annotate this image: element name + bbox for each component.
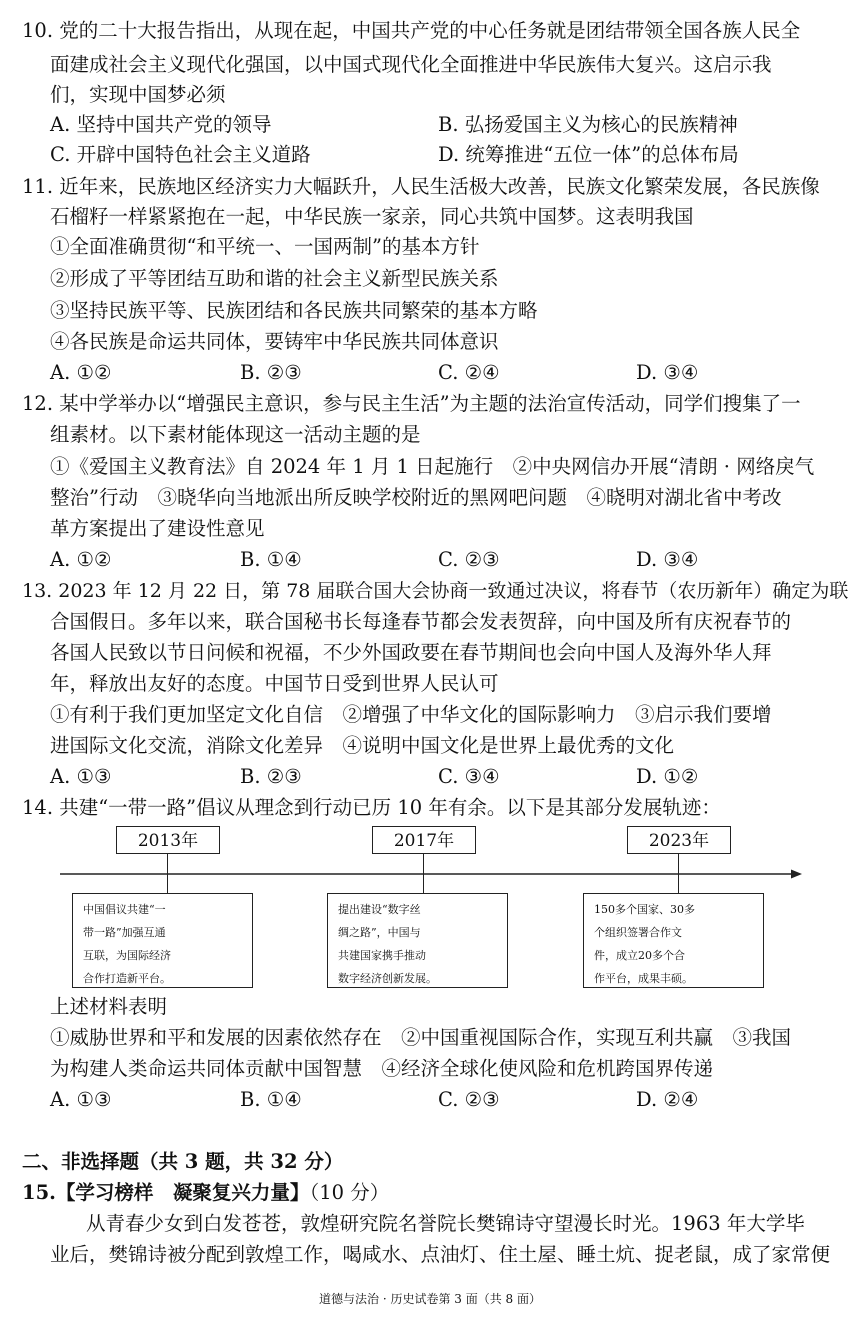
q11-option-a: A. ①② (50, 361, 112, 384)
q13-item-line-2: 进国际文化交流，消除文化差异 ④说明中国文化是世界上最优秀的文化 (50, 734, 675, 757)
q14-option-b: B. ①④ (240, 1088, 302, 1111)
q11-item-4: ④各民族是命运共同体，要铸牢中华民族共同体意识 (50, 330, 499, 353)
q10-stem-line-1: 10. 党的二十大报告指出，从现在起，中国共产党的中心任务就是团结带领全国各族人民全 (22, 19, 801, 42)
timeline-event-text: 绸之路”，中国与 (338, 926, 421, 939)
timeline-event-text: 150多个国家、30多 (594, 903, 695, 916)
q11-option-d: D. ③④ (636, 361, 699, 384)
q14-option-c: C. ②③ (438, 1088, 500, 1111)
timeline-event-2013 (72, 893, 253, 988)
q13-stem-line-1: 13. 2023 年 12 月 22 日，第 78 届联合国大会协商一致通过决议，将春节（农历新年）确定为联 (22, 580, 849, 602)
q15-heading-row (22, 1178, 389, 1208)
timeline-event-text: 合作打造新平台。 (83, 972, 171, 985)
q10-option-c: C. 开辟中国特色社会主义道路 (50, 143, 311, 166)
timeline-event-text: 中国倡议共建“一 (83, 903, 166, 916)
q10-option-a: A. 坚持中国共产党的领导 (50, 113, 272, 136)
q12-stem-line-2: 组素材。以下素材能体现这一活动主题的是 (50, 423, 421, 446)
timeline-event-text: 带一路”加强互通 (83, 926, 166, 939)
page-footer: 道德与法治 · 历史试卷第 3 面（共 8 面） (319, 1292, 541, 1306)
q15-material-line-2: 业后，樊锦诗被分配到敦煌工作，喝咸水、点油灯、住土屋、睡土炕、捉老鼠，成了家常便 (50, 1243, 831, 1266)
q12-material-line-2: 整治”行动 ③晓华向当地派出所反映学校附近的黑网吧问题 ④晓明对湖北省中考改 (50, 486, 782, 509)
q12-option-a: A. ①② (50, 548, 112, 571)
timeline-event-text: 数字经济创新发展。 (338, 972, 437, 985)
q15-heading: 15.【学习榜样 凝聚复兴力量】 (22, 1181, 310, 1204)
q12-option-d: D. ③④ (636, 548, 699, 571)
q14-item-line-1: ①威胁世界和平和发展的因素依然存在 ②中国重视国际合作，实现互利共赢 ③我国 (50, 1026, 792, 1049)
q11-stem-line-1: 11. 近年来，民族地区经济实力大幅跃升，人民生活极大改善，民族文化繁荣发展，各民族像 (22, 175, 820, 198)
timeline-year-2017: 2017年 (372, 826, 476, 854)
q11-item-2: ②形成了平等团结互助和谐的社会主义新型民族关系 (50, 267, 499, 290)
q13-stem-line-3: 各国人民致以节日问候和祝福，不少外国政要在春节期间也会向中国人及海外华人拜 (50, 641, 772, 664)
q10-stem-line-2: 面建成社会主义现代化强国，以中国式现代化全面推进中华民族伟大复兴。这启示我 (50, 53, 772, 76)
q10-option-d: D. 统筹推进“五位一体”的总体布局 (438, 143, 739, 166)
q14-option-d: D. ②④ (636, 1088, 699, 1111)
q13-stem-line-2: 合国假日。多年以来，联合国秘书长每逢春节都会发表贺辞，向中国及所有庆祝春节的 (50, 610, 792, 633)
q13-item-line-1: ①有利于我们更加坚定文化自信 ②增强了中华文化的国际影响力 ③启示我们要增 (50, 703, 772, 726)
q12-option-b: B. ①④ (240, 548, 302, 571)
timeline-event-text: 作平台，成果丰硕。 (594, 972, 693, 985)
q11-stem-line-2: 石榴籽一样紧紧抱在一起，中华民族一家亲，同心共筑中国梦。这表明我国 (50, 205, 694, 228)
timeline-connector (423, 854, 424, 894)
timeline-arrow-icon (791, 870, 802, 879)
q14-option-a: A. ①③ (50, 1088, 112, 1111)
timeline-event-2017 (327, 893, 508, 988)
q12-material-line-3: 革方案提出了建设性意见 (50, 517, 265, 540)
q12-option-c: C. ②③ (438, 548, 500, 571)
q13-option-c: C. ③④ (438, 765, 500, 788)
q11-item-3: ③坚持民族平等、民族团结和各民族共同繁荣的基本方略 (50, 299, 538, 322)
section-title: 二、非选择题（共 3 题，共 32 分） (22, 1150, 344, 1173)
q10-stem-line-3: 们，实现中国梦必须 (50, 83, 226, 106)
q13-stem-line-4: 年，释放出友好的态度。中国节日受到世界人民认可 (50, 672, 499, 695)
q14-stem: 14. 共建“一带一路”倡议从理念到行动已历 10 年有余。以下是其部分发展轨迹： (22, 796, 721, 819)
timeline-event-text: 提出建设“数字丝 (338, 903, 421, 916)
timeline-event-text: 共建国家携手推动 (338, 949, 426, 962)
q10-option-b: B. 弘扬爱国主义为核心的民族精神 (438, 113, 738, 136)
q13-option-b: B. ②③ (240, 765, 302, 788)
q12-material-line-1: ①《爱国主义教育法》自 2024 年 1 月 1 日起施行 ②中央网信办开展“清朗 · 网络戾气 (50, 455, 815, 478)
timeline-connector (678, 854, 679, 894)
q13-option-a: A. ①③ (50, 765, 112, 788)
timeline-year-2023: 2023年 (627, 826, 731, 854)
timeline-event-text: 件，成立20多个合 (594, 949, 685, 962)
timeline-year-2013: 2013年 (116, 826, 220, 854)
q15-material-line-1: 从青春少女到白发苍苍，敦煌研究院名誉院长樊锦诗守望漫长时光。1963 年大学毕 (86, 1212, 805, 1235)
q11-option-c: C. ②④ (438, 361, 500, 384)
q11-item-1: ①全面准确贯彻“和平统一、一国两制”的基本方针 (50, 235, 480, 258)
q12-stem-line-1: 12. 某中学举办以“增强民主意识，参与民主生活”为主题的法治宣传活动，同学们搜集了一 (22, 392, 801, 415)
q14-after-line-1: 上述材料表明 (50, 995, 168, 1018)
timeline-connector (167, 854, 168, 894)
q13-option-d: D. ①② (636, 765, 699, 788)
q15-score: （10 分） (309, 1181, 390, 1204)
timeline-event-text: 个组织签署合作文 (594, 926, 682, 939)
timeline-event-2023 (583, 893, 764, 988)
q11-option-b: B. ②③ (240, 361, 302, 384)
timeline-event-text: 互联，为国际经济 (83, 949, 171, 962)
q14-item-line-2: 为构建人类命运共同体贡献中国智慧 ④经济全球化使风险和危机跨国界传递 (50, 1057, 714, 1080)
